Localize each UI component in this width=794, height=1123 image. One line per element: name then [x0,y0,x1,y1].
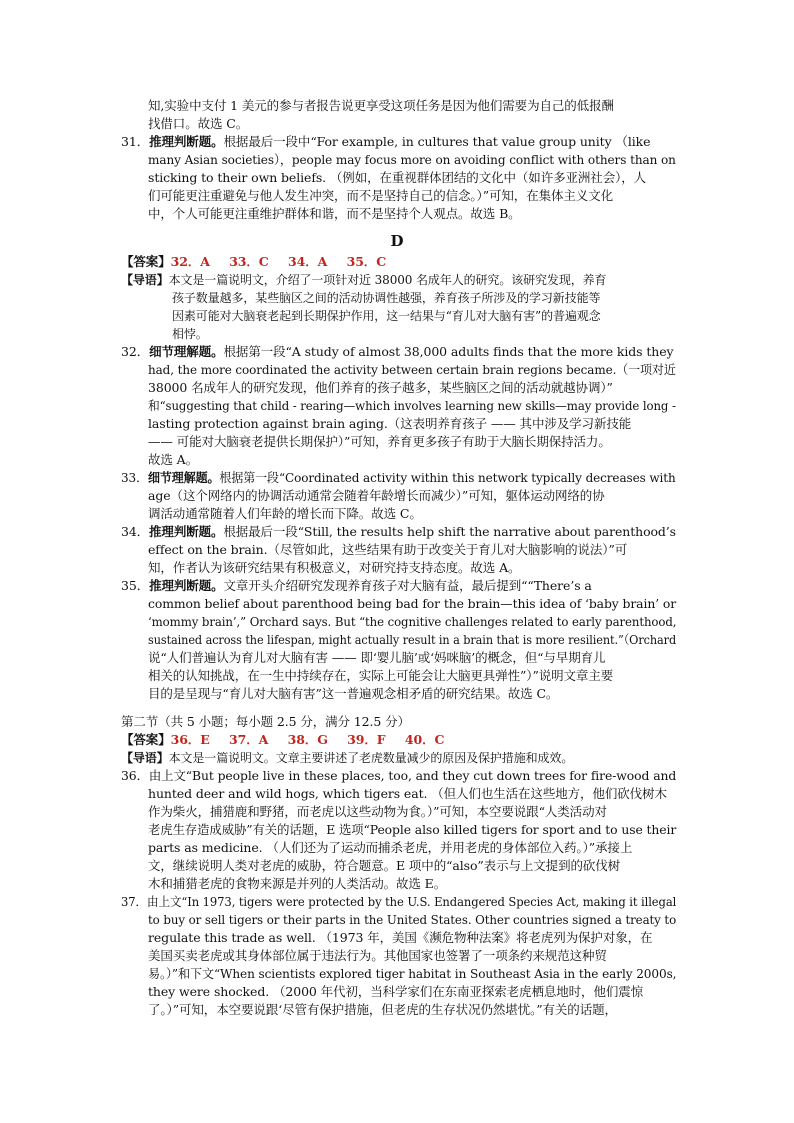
text-line: lasting protection against brain aging.（这表明养育孩子 —— 其中涉及学习新技能 [148,416,632,431]
text-line: 因素可能对大脑衰老起到长期保护作用，这一结果与“育儿对大脑有害”的普遍观念 [172,309,601,323]
text-line: 易。）”和下文“When scientists explored tiger habitat in Southeast Asia in the early 2000s, [148,966,677,981]
text-line: 和“suggesting that child - rearing—which involves learning new skills—may provide long - [148,398,676,413]
text-line: 文，继续说明人类对老虎的威胁，符合题意。E 项中的“also”表示与上文提到的砍伐树 [148,858,621,873]
question-number: 33． [121,470,148,485]
text-line: 作为柴火，捕猎鹿和野猪，而老虎以这些动物为食。）”可知，本空要说跟“人类活动对 [148,804,607,819]
guide-d [121,271,606,289]
text-line: 相悖。 [172,327,208,341]
question-type: 推理判断题。 [149,134,224,149]
text-line: 目的是呈现与“育儿对大脑有害”这一普遍观念相矛盾的研究结果。故选 C。 [148,686,559,701]
guide-label: 【导语】 [121,751,169,765]
text-line: 文章开头介绍研究发现养育孩子对大脑有益，最后提到““There’s a [223,578,592,593]
text-line: 调活动通常随着人们年龄的增长而下降。故选 C。 [148,506,422,521]
text-line: 了。）”可知，本空要说跟‘尽管有保护措施，但老虎的生存状况仍然堪忧。”有关的话题， [148,1002,617,1017]
text-line: they were shocked. （2000 年代初，当科学家们在东南亚探索老虎栖息地时，他们震惊 [148,984,644,999]
text-line: 根据第一段“A study of almost 38,000 adults finds that the more kids they [223,344,674,359]
text-line: had, the more coordinated the activity between certain brain regions became.（一项对近 [148,362,676,377]
section-heading-2: 第二节（共 5 小题；每小题 2.5 分，满分 12.5 分） [121,714,410,729]
text-line: 找借口。故选 C。 [148,116,249,131]
answer-row-d [121,253,386,271]
answer-34: 34．A [288,254,328,269]
answer-39: 39．F [347,732,386,747]
answer-33: 33．C [229,254,269,269]
text-line: 知,实验中支付 1 美元的参与者报告说更享受这项任务是因为他们需要为自己的低报酬 [148,98,614,113]
answer-40: 40．C [404,732,445,747]
text-line: 38000 名成年人的研究发现，他们养育的孩子越多，某些脑区之间的活动就越协调）” [148,380,613,395]
question-36 [121,767,676,785]
question-31 [121,133,650,151]
answer-35: 35．C [346,254,387,269]
section-heading-d: D [390,232,404,250]
question-number: 37． [121,894,148,909]
text-line: —— 可能对大脑衰老提供长期保护）”可知，养育更多孩子有助于大脑长期保持活力。 [148,434,611,449]
question-type: 细节理解题。 [149,344,224,359]
question-33 [121,469,676,487]
text-line: 知，作者认为该研究结果有积极意义，对研究持支持态度。故选 A。 [148,560,521,575]
text-line: 老虎生存造成威胁”有关的话题，E 选项“People also killed tigers for sport and to use their [148,822,677,837]
question-type: 推理判断题。 [149,524,224,539]
text-line: 中，个人可能更注重维护群体和谐，而不是坚持个人观点。故选 B。 [148,206,521,221]
question-34 [121,523,676,541]
question-type: 细节理解题。 [147,470,220,485]
text-line: common belief about parenthood being bad for the brain—this idea of ‘baby brain’ or [148,596,677,611]
answer-row-2 [121,731,444,749]
answer-label: 【答案】 [121,732,171,747]
text-line: 孩子数量越多，某些脑区之间的活动协调性越强，养育孩子所涉及的学习新技能等 [172,291,601,305]
question-number: 31． [121,134,150,149]
question-32 [121,343,673,361]
text-line: 由上文“In 1973, tigers were protected by the U.S. Endangered Species Act, making it illegal [147,894,677,909]
text-line: 相关的认知挑战，在一生中持续存在，实际上可能会让大脑更具弹性”）”说明文章主要 [148,668,614,683]
text-line: 们可能更注重避免与他人发生冲突，而不是坚持自己的信念。）”可知，在集体主义文化 [148,188,613,203]
answer-36: 36．E [170,732,210,747]
text-line: 故选 A。 [148,452,199,467]
text-line: 美国买卖老虎或其身体部位属于违法行为。其他国家也签署了一项条约来规范这种贸 [148,948,607,963]
guide-2 [121,749,573,767]
text-line: 木和捕猎老虎的食物来源是并列的人类活动。故选 E。 [148,876,447,891]
text-line: to buy or sell tigers or their parts in the United States. Other countries signed a treaty to [148,912,677,927]
text-line: 本文是一篇说明文。文章主要讲述了老虎数量减少的原因及保护措施和成效。 [168,751,574,765]
guide-label: 【导语】 [121,273,169,287]
question-37 [121,893,676,911]
answer-32: 32．A [170,254,210,269]
text-line: sticking to their own beliefs. （例如，在重视群体团结的文化中（如许多亚洲社会），人 [148,170,647,185]
question-number: 36． [121,768,149,783]
text-line: regulate this trade as well. （1973 年，美国《濒危物种法案》将老虎列为保护对象，在 [148,930,653,945]
question-35 [121,577,592,595]
text-line: hunted deer and wild hogs, which tigers eat. （但人们也生活在这些地方，他们砍伐树木 [148,786,667,801]
text-line: many Asian societies），people may focus more on avoiding conflict with others than on [148,152,676,167]
text-line: 由上文“But people live in these places, too, and they cut down trees for fire-wood and [148,768,677,783]
text-line: 根据最后一段“Still, the results help shift the narrative about parenthood’s [223,524,676,539]
text-line: 根据最后一段中“For example, in cultures that value group unity （like [223,134,651,149]
text-line: 本文是一篇说明文，介绍了一项针对近 38000 名成年人的研究。该研究发现，养育 [168,273,607,287]
question-number: 32． [121,344,150,359]
text-line: parts as medicine. （人们还为了运动而捕杀老虎，并用老虎的身体部位入药。）”承接上 [148,840,633,855]
answer-37: 37．A [229,732,269,747]
text-line: age（这个网络内的协调活动通常会随着年龄增长而减少）”可知，躯体运动网络的协 [148,488,605,503]
text-line: 说“人们普遍认为育儿对大脑有害 —— 即‘婴儿脑’或‘妈咪脑’的概念，但“与早期育儿 [148,650,606,665]
question-number: 35． [121,578,150,593]
text-line: effect on the brain.（尽管如此，这些结果有助于改变关于育儿对大脑影响的说法）”可 [148,542,628,557]
text-line: 根据第一段“Coordinated activity within this network typically decreases with [219,470,676,485]
question-number: 34． [121,524,150,539]
answer-38: 38．G [287,732,328,747]
text-line: ‘mommy brain’,” Orchard says. But “the cognitive challenges related to early parenthood, [148,614,677,629]
text-line: sustained across the lifespan, might actually result in a brain that is more resilient.”（Orchard [148,632,677,647]
question-type: 推理判断题。 [149,578,224,593]
answer-label: 【答案】 [121,254,171,269]
